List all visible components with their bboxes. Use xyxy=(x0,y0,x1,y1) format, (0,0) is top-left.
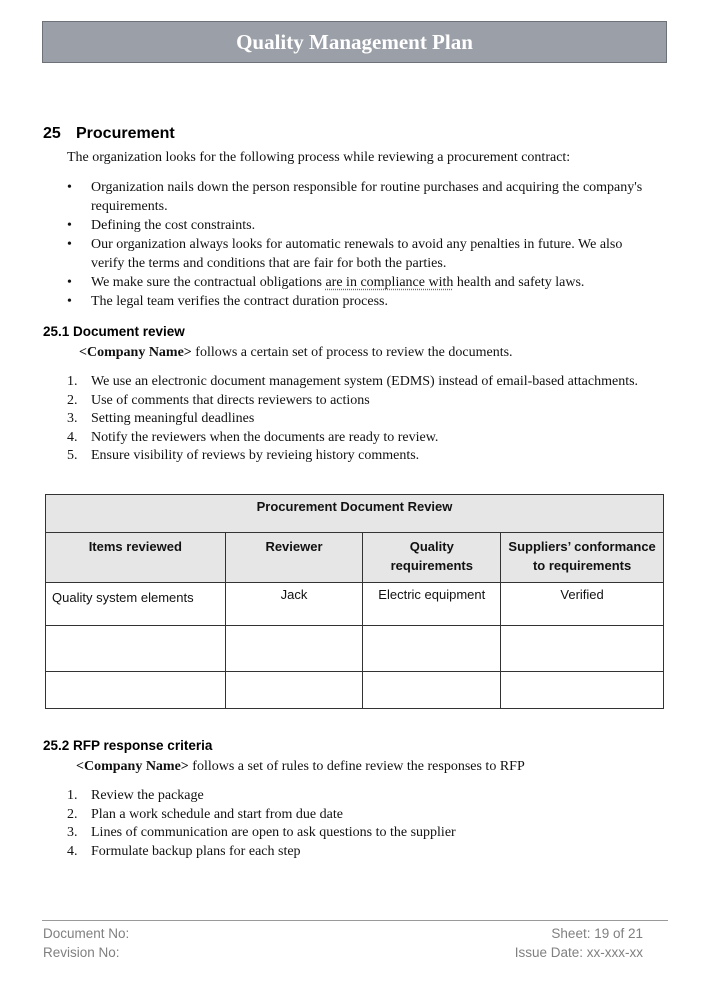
table-cell[interactable] xyxy=(225,626,363,672)
bullet-icon: • xyxy=(67,294,72,309)
list-item: 4. Notify the reviewers when the documents are ready to review. xyxy=(67,429,439,445)
company-name-placeholder: <Company Name> xyxy=(76,759,189,774)
table-header-row xyxy=(46,533,664,583)
table-cell[interactable]: Quality system elements xyxy=(46,583,226,626)
document-title: Quality Management Plan xyxy=(236,29,473,54)
list-item: 2. Use of comments that directs reviewers to actions xyxy=(67,392,370,408)
table-caption: Procurement Document Review xyxy=(46,495,664,533)
table-row xyxy=(46,626,664,672)
column-header-supplier-conformance: Suppliers’ conformance to requirements xyxy=(501,533,664,583)
procurement-document-review-table xyxy=(45,494,664,709)
list-item: 2. Plan a work schedule and start from due date xyxy=(67,806,343,822)
table-row xyxy=(46,672,664,709)
list-item: 3. Lines of communication are open to ask questions to the supplier xyxy=(67,825,456,840)
footer-divider xyxy=(42,920,668,921)
list-item: • Our organization always looks for automatic renewals to avoid any penalties in future. We also verify the terms and conditions that are fair for both the parties. xyxy=(67,237,623,271)
table-cell[interactable] xyxy=(363,672,501,709)
document-review-intro: <Company Name> follows a certain set of process to review the documents. xyxy=(79,345,513,360)
list-item: 1. We use an electronic document management system (EDMS) instead of email-based attachments. xyxy=(67,374,639,389)
list-item: 1. Review the package xyxy=(67,788,204,803)
list-item: 3. Setting meaningful deadlines xyxy=(67,411,255,426)
list-item: 4. Formulate backup plans for each step xyxy=(67,843,301,859)
company-name-placeholder: <Company Name> xyxy=(79,345,192,360)
list-item: • Organization nails down the person responsible for routine purchases and acquiring the company's requirements. xyxy=(67,180,643,214)
column-header-quality-requirements: Quality requirements xyxy=(363,533,501,583)
list-item: 5. Ensure visibility of reviews by revieing history comments. xyxy=(67,448,420,463)
footer-sheet-number: Sheet: 19 of 21 xyxy=(551,926,643,941)
table-caption-row xyxy=(46,495,664,533)
table-cell[interactable] xyxy=(363,626,501,672)
table-cell[interactable] xyxy=(225,672,363,709)
bullet-icon: • xyxy=(67,275,72,290)
rfp-intro: <Company Name> follows a set of rules to define review the responses to RFP xyxy=(76,759,525,774)
table-cell[interactable] xyxy=(46,672,226,709)
list-item: • The legal team verifies the contract duration process. xyxy=(67,294,388,309)
bullet-icon: • xyxy=(67,237,72,252)
subsection-heading-rfp-response-criteria: 25.2 RFP response criteria xyxy=(43,738,213,753)
grammar-suggestion-underline[interactable]: are in compliance with xyxy=(325,275,454,290)
table-cell[interactable]: Jack xyxy=(225,583,363,626)
bullet-icon: • xyxy=(67,180,72,195)
bullet-icon: • xyxy=(67,218,72,233)
table-cell[interactable]: Electric equipment xyxy=(363,583,501,626)
list-item: • We make sure the contractual obligations are in compliance with health and safety laws. xyxy=(67,275,585,290)
subsection-heading-document-review: 25.1 Document review xyxy=(43,324,185,339)
section-heading-procurement xyxy=(43,125,175,143)
column-header-items-reviewed: Items reviewed xyxy=(46,533,226,583)
table-cell[interactable] xyxy=(501,672,664,709)
list-item: • Defining the cost constraints. xyxy=(67,218,256,233)
table-cell[interactable] xyxy=(46,626,226,672)
table-row xyxy=(46,583,664,626)
procurement-bullet-list xyxy=(67,178,657,311)
table-cell[interactable] xyxy=(501,626,664,672)
footer-document-no: Document No: xyxy=(43,926,130,941)
section-number: 25 xyxy=(43,125,61,142)
rfp-response-steps xyxy=(67,787,657,861)
section-title: Procurement xyxy=(76,125,175,142)
document-title-banner xyxy=(42,21,667,63)
procurement-intro: The organization looks for the following process while reviewing a procurement contract: xyxy=(67,150,571,165)
footer-revision-no: Revision No: xyxy=(43,945,120,960)
document-review-steps xyxy=(67,373,657,466)
footer-issue-date: Issue Date: xx-xxx-xx xyxy=(514,945,643,960)
column-header-reviewer: Reviewer xyxy=(225,533,363,583)
table-cell[interactable]: Verified xyxy=(501,583,664,626)
